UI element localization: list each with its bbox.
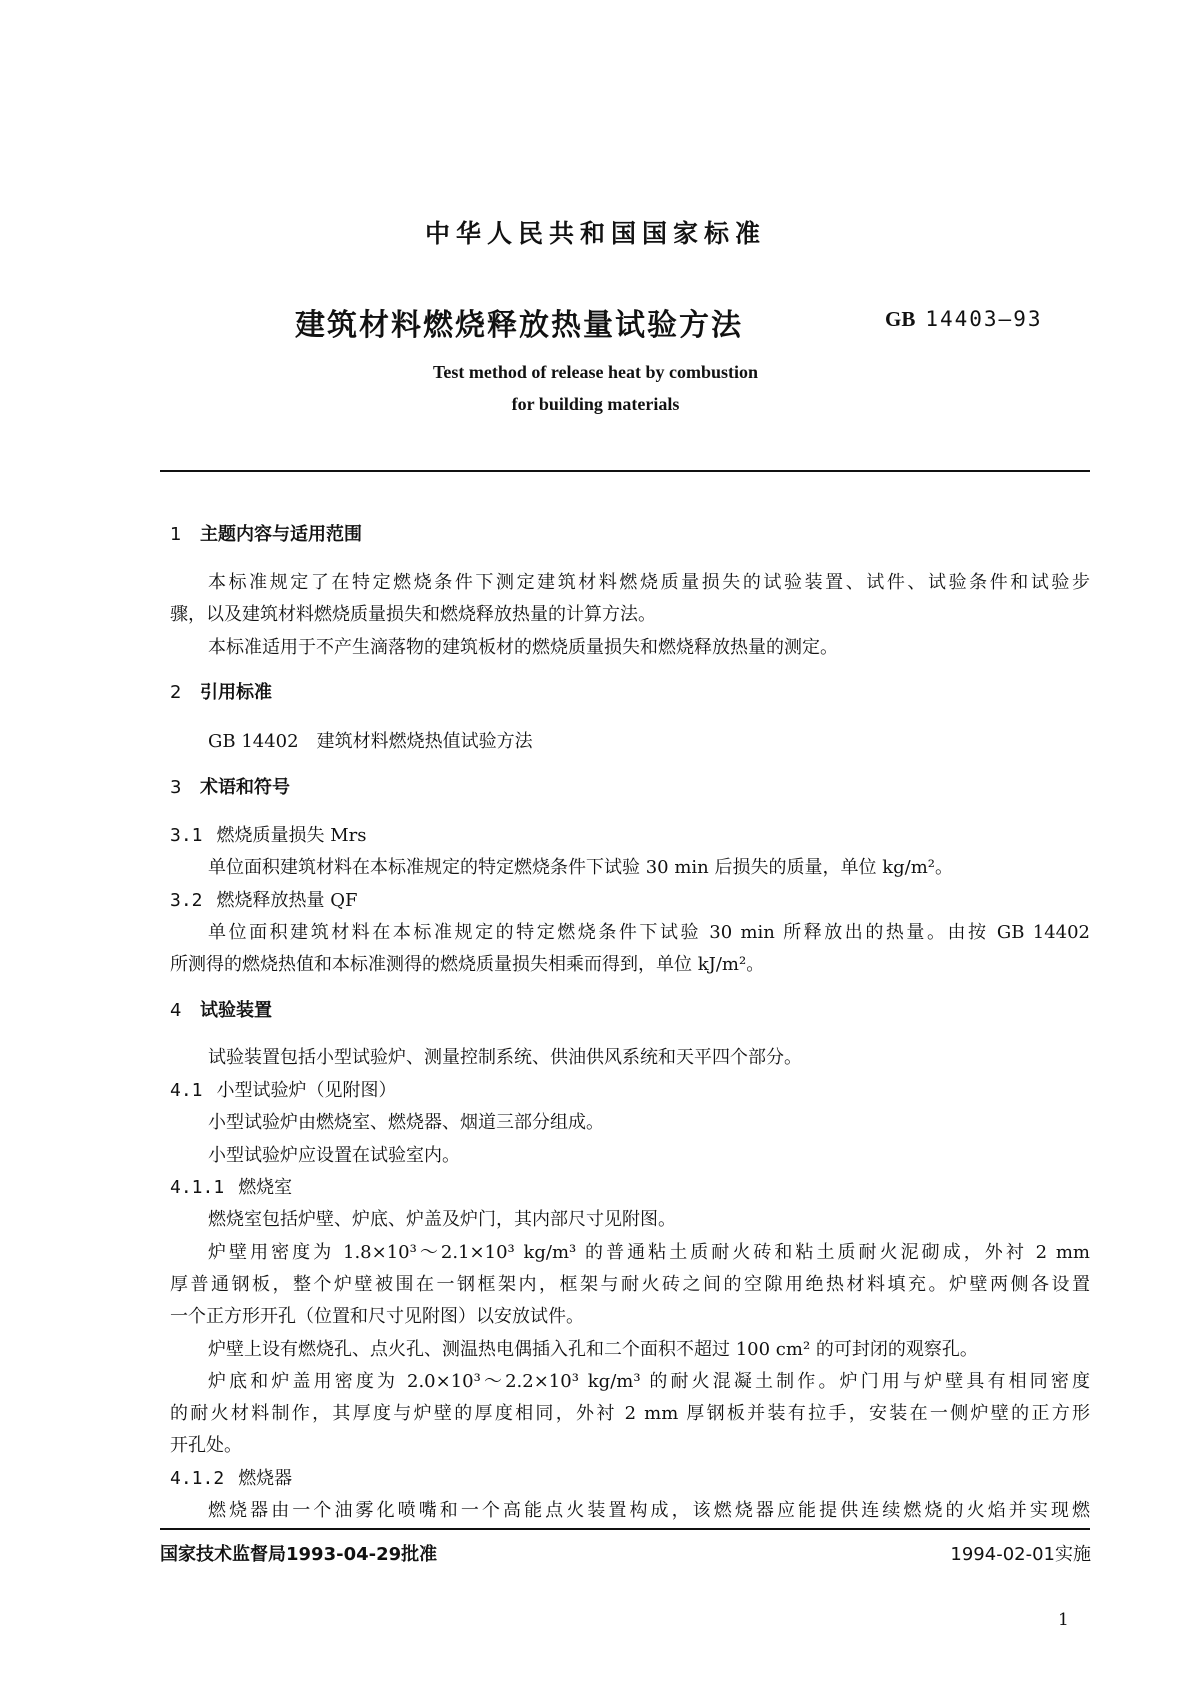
subsection-number: 3.2 [170, 890, 203, 911]
section-2-heading [170, 678, 272, 704]
subsection-4-1-heading [170, 1076, 397, 1102]
subsection-number: 4.1 [170, 1080, 203, 1101]
referenced-standard: GB 14402 建筑材料燃烧热值试验方法 [208, 731, 533, 752]
subsection-title: 燃烧室 [238, 1177, 293, 1198]
section-3-heading [170, 773, 290, 799]
section-4-heading [170, 996, 272, 1022]
document-title: 建筑材料燃烧释放热量试验方法 [295, 308, 743, 343]
english-title-line2: for building materials [511, 394, 680, 414]
subsection-4-1-1-para4-line3: 开孔处。 [170, 1435, 242, 1456]
subsection-title: 燃烧器 [238, 1468, 293, 1489]
subsection-4-1-para1: 小型试验炉由燃烧室、燃烧器、烟道三部分组成。 [208, 1112, 604, 1133]
subsection-4-1-1-heading [170, 1173, 292, 1199]
national-standard-title: 中华人民共和国国家标准 [424, 219, 766, 248]
section-title: 引用标准 [200, 682, 272, 703]
subsection-3-2-heading [170, 886, 357, 912]
subsection-number: 4.1.1 [170, 1177, 225, 1198]
subsection-4-1-2-para1-line1: 燃烧器由一个油雾化喷嘴和一个高能点火装置构成，该燃烧器应能提供连续燃烧的火焰并实现燃 [208, 1500, 1090, 1521]
subsection-4-1-1-para3: 炉壁上设有燃烧孔、点火孔、测温热电偶插入孔和二个面积不超过 100 cm² 的可封闭的观察孔。 [208, 1339, 978, 1360]
approval-info: 国家技术监督局1993-04-29批准 [160, 1544, 438, 1565]
subsection-4-1-1-para2-line2: 厚普通钢板，整个炉壁被围在一钢框架内，框架与耐火砖之间的空隙用绝热材料填充。炉壁两侧各设置 [170, 1274, 1090, 1295]
section-title: 术语和符号 [200, 777, 290, 798]
section-number: 3 [170, 777, 182, 798]
subsection-4-1-1-para1: 燃烧室包括炉壁、炉底、炉盖及炉门，其内部尺寸见附图。 [208, 1209, 676, 1230]
subsection-3-2-line2: 所测得的燃烧热值和本标准测得的燃烧质量损失相乘而得到，单位 kJ/m²。 [170, 954, 765, 975]
subsection-title: 燃烧释放热量 QF [216, 890, 358, 911]
section-1-heading [170, 520, 362, 546]
section-number: 4 [170, 1000, 182, 1021]
section-1-para1-line1: 本标准规定了在特定燃烧条件下测定建筑材料燃烧质量损失的试验装置、试件、试验条件和试验步 [208, 572, 1090, 593]
subsection-3-2-line1: 单位面积建筑材料在本标准规定的特定燃烧条件下试验 30 min 所释放出的热量。由按 GB 14402 [208, 922, 1090, 943]
subsection-4-1-1-para4-line1: 炉底和炉盖用密度为 2.0×10³～2.2×10³ kg/m³ 的耐火混凝土制作。炉门用与炉壁具有相同密度 [208, 1371, 1090, 1392]
subsection-number: 3.1 [170, 825, 203, 846]
standard-prefix: GB [885, 307, 916, 331]
section-1-para1-line2: 骤，以及建筑材料燃烧质量损失和燃烧释放热量的计算方法。 [170, 604, 656, 625]
section-number: 2 [170, 682, 182, 703]
subsection-4-1-1-para2-line1: 炉壁用密度为 1.8×10³～2.1×10³ kg/m³ 的普通粘土质耐火砖和粘土质耐火泥砌成，外衬 2 mm [208, 1242, 1090, 1263]
english-title-line1: Test method of release heat by combustion [433, 362, 758, 382]
section-4-text: 试验装置包括小型试验炉、测量控制系统、供油供风系统和天平四个部分。 [208, 1047, 802, 1068]
subsection-4-1-2-heading [170, 1464, 292, 1490]
footer-divider [160, 1528, 1090, 1530]
subsection-4-1-1-para2-line3: 一个正方形开孔（位置和尺寸见附图）以安放试件。 [170, 1306, 584, 1327]
subsection-title: 小型试验炉（见附图） [216, 1080, 397, 1101]
section-title: 试验装置 [200, 1000, 272, 1021]
standard-code [885, 307, 1043, 332]
page-number: 1 [1058, 1610, 1069, 1630]
subsection-number: 4.1.2 [170, 1468, 225, 1489]
subsection-4-1-para2: 小型试验炉应设置在试验室内。 [208, 1145, 460, 1166]
effective-date: 1994-02-01实施 [950, 1544, 1091, 1565]
subsection-4-1-1-para4-line2: 的耐火材料制作，其厚度与炉壁的厚度相同，外衬 2 mm 厚钢板并装有拉手，安装在一侧炉壁的正方形 [170, 1403, 1090, 1424]
subsection-3-1-heading [170, 821, 367, 847]
section-1-para2: 本标准适用于不产生滴落物的建筑板材的燃烧质量损失和燃烧释放热量的测定。 [208, 637, 838, 658]
standard-number: 14403—93 [925, 307, 1043, 331]
section-title: 主题内容与适用范围 [200, 524, 362, 545]
subsection-title: 燃烧质量损失 Mrs [216, 825, 367, 846]
subsection-3-1-text: 单位面积建筑材料在本标准规定的特定燃烧条件下试验 30 min 后损失的质量，单位 kg/m²。 [208, 857, 953, 878]
section-number: 1 [170, 524, 182, 545]
header-divider [160, 470, 1090, 472]
